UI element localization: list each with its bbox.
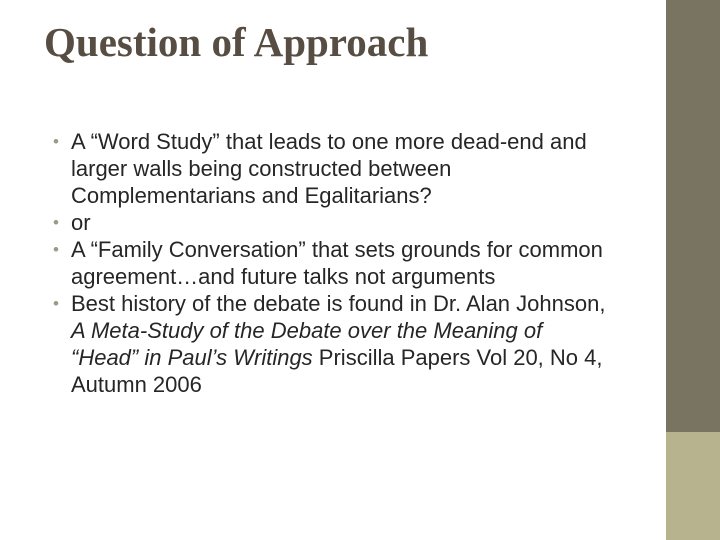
bullet-icon: • <box>53 240 59 259</box>
bullet-text: or <box>71 210 91 235</box>
side-bar-accent-decoration <box>666 432 720 540</box>
bullet-icon: • <box>53 294 59 313</box>
bullet-text: A “Word Study” that leads to one more dead-end and larger walls being constructed between Complementarians and Egalitarians? <box>71 129 587 208</box>
bullet-item-family-conversation <box>50 236 610 290</box>
bullet-item-or <box>50 209 610 236</box>
bullet-text: A “Family Conversation” that sets grounds for common agreement…and future talks not arguments <box>71 237 603 289</box>
citation-author-text: Best history of the debate is found in Dr. Alan Johnson, <box>71 291 606 316</box>
bullet-icon: • <box>53 132 59 151</box>
bullet-text <box>71 291 605 397</box>
bullet-item-word-study <box>50 128 610 209</box>
bullet-item-best-history <box>50 290 610 398</box>
citation-title-text: A Meta-Study of the Debate over the Meaning of “Head” in Paul’s Writings <box>71 318 543 370</box>
bullet-icon: • <box>53 213 59 232</box>
bullet-list <box>50 128 610 398</box>
citation-source-text: Priscilla Papers Vol 20, No 4, Autumn 2006 <box>71 345 603 397</box>
slide-title: Question of Approach <box>44 19 429 65</box>
